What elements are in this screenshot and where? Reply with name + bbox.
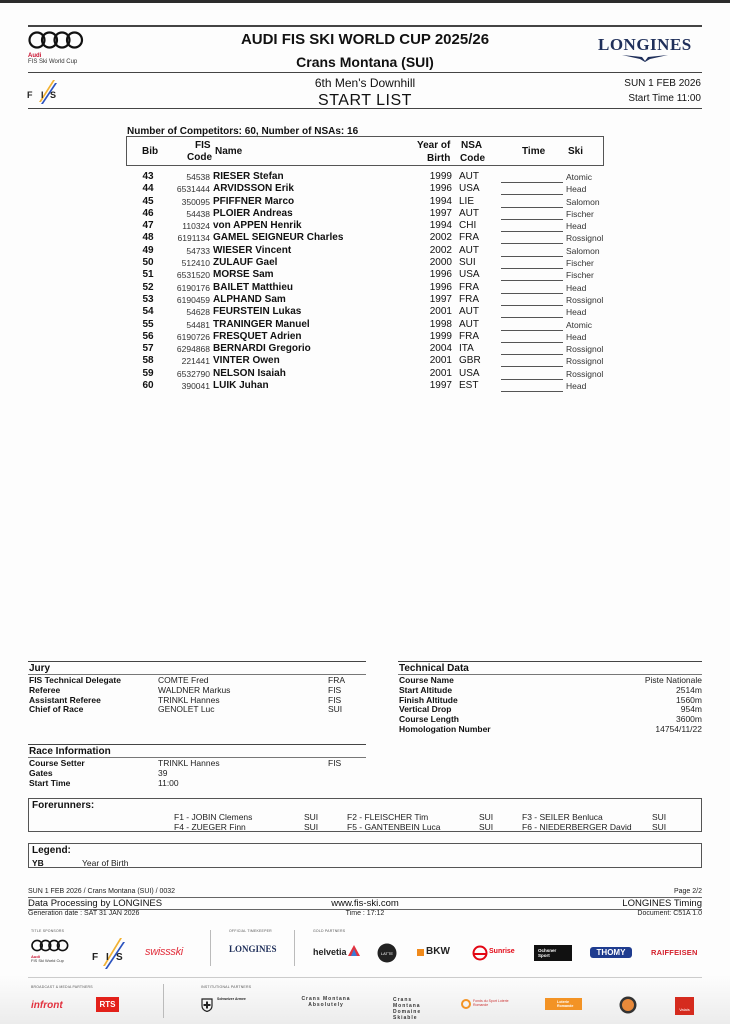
fis-code: 6531444 [176,184,210,195]
jury-name: COMTE Fred [158,675,209,685]
raiffeisen-logo: RAIFFEISEN [651,948,698,957]
year-of-birth: 1999 [429,171,452,182]
technical-value: 14754/11/22 [655,724,702,734]
bib-number: 52 [142,281,154,293]
gold-partners-label: GOLD PARTNERS [313,929,346,933]
table-row [126,232,604,244]
ski-brand: Atomic [566,319,592,330]
table-header [126,136,604,166]
forerunner-name: F4 - ZUEGER Finn [174,821,246,832]
ski-brand: Rossignol [566,356,604,367]
footer-time: Time : 17:12 [345,910,385,917]
competitor-name: ARVIDSSON Erik [213,183,294,195]
legend-box [28,843,702,868]
swiss-army-logo: Schweizer Armee [217,997,246,1001]
svg-text:S: S [50,90,57,100]
technical-label: Homologation Number [399,724,491,734]
audi-brand-line1: Audi [28,53,42,59]
year-of-birth: 2004 [429,343,452,355]
sunrise-logo: Sunrise [489,948,515,955]
bib-number: 45 [142,195,154,207]
col-year-of: Year of [417,140,451,151]
ski-brand: Fischer [566,270,594,281]
table-row [126,245,604,257]
race-info-label: Start Time [29,777,71,788]
competitor-name: GAMEL SEIGNEUR Charles [213,232,344,244]
institutional-partners-label: INSTITUTIONAL PARTNERS [201,985,252,989]
bib-number: 50 [142,257,154,269]
competitor-name: BERNARDI Gregorio [213,343,311,355]
fonds-du-sport-mark-icon [461,999,471,1009]
col-nsa: NSA [461,140,483,151]
swissski-logo-text: swissski [145,946,183,958]
bib-number: 58 [142,355,154,367]
bib-number: 51 [142,269,154,281]
nsa-code: FRA [459,232,479,244]
table-row [126,355,604,367]
fis-code: 221441 [181,356,210,367]
bib-number: 59 [142,367,154,379]
jury-top-rule [28,661,366,662]
svg-text:I: I [41,90,44,100]
table-row [126,343,604,355]
nsa-code: AUT [459,318,479,330]
table-row [126,368,604,380]
race-start-time: Start Time 11:00 [628,93,701,104]
fis-sponsor-logo-icon [92,936,128,970]
fonds-du-sport-logo: Fonds du Sport Loterie Romande [473,999,509,1007]
jury-role: FIS Technical Delegate [29,675,121,685]
footer-generation-date: Generation date : SAT 31 JAN 2026 [28,910,140,917]
bkw-mark-icon [417,949,424,956]
year-of-birth: 2001 [429,367,452,379]
col-code: Code [187,152,212,163]
fis-code: 512410 [181,258,210,269]
svg-text:S: S [116,952,123,963]
jury-role: Chief of Race [29,704,84,715]
technical-label: Vertical Drop [399,704,452,715]
ski-brand: Head [566,331,587,342]
jury-nsa: FIS [328,684,342,695]
nsa-code: AUT [459,244,479,256]
fis-code: 6531520 [176,270,210,281]
competitor-name: MORSE Sam [213,269,274,281]
competitor-count: Number of Competitors: 60, Number of NSAs: 16 [127,126,359,137]
jury-nsa: FRA [328,675,345,685]
table-row [126,171,604,183]
forerunner-nsa: SUI [652,821,667,832]
year-of-birth: 1994 [429,220,452,232]
competitor-name: BAILET Matthieu [213,281,293,293]
race-info-value: 39 [158,767,168,778]
year-of-birth: 1999 [429,330,452,342]
nsa-code: EST [459,380,479,392]
table-row [126,257,604,269]
competitor-name: ZULAUF Gael [213,257,278,269]
technical-title: Technical Data [399,663,469,674]
forerunner-nsa: SUI [479,812,494,822]
fis-code: 6190459 [176,294,210,305]
table-row [126,220,604,232]
header-top-rule [28,25,702,27]
jury-nsa: FIS [328,694,342,705]
fis-code: 54733 [186,245,210,256]
year-of-birth: 2002 [429,244,452,256]
nsa-code: SUI [459,257,476,269]
nsa-code: FRA [459,293,479,305]
ski-brand: Atomic [566,172,592,182]
footer-timing: LONGINES Timing [622,898,702,909]
thomy-logo: THOMY [590,947,632,958]
sunrise-mark-icon [472,945,488,961]
loterie-romande-logo: Loterie Romande [545,998,582,1010]
competitor-name: NELSON Isaiah [213,367,286,379]
nsa-code: CHI [459,220,477,232]
bib-number: 56 [142,330,154,342]
footer-document: Document: C51A 1.0 [637,910,702,917]
table-row [126,282,604,294]
ski-brand: Head [566,282,587,293]
crans-montana-absolutely-logo: Crans Montana Absolutely [301,996,351,1008]
table-row [126,294,604,306]
bib-number: 48 [142,232,154,244]
helvetia-mark-icon [348,945,360,956]
competitor-name: ALPHAND Sam [213,293,286,305]
year-of-birth: 1997 [429,380,452,392]
competitor-name: VINTER Owen [213,355,280,367]
year-of-birth: 2002 [429,232,452,244]
valais-emblem-icon [619,996,637,1014]
bib-number: 53 [142,293,154,305]
audi-sponsor-caption-text: FIS Ski World Cup [31,958,64,963]
competitor-name: WIESER Vincent [213,244,292,256]
jury-role: Assistant Referee [29,694,101,705]
col-time: Time [522,146,546,157]
technical-label: Course Length [399,714,459,725]
ski-brand: Rossignol [566,294,604,305]
rts-logo: RTS [96,997,119,1012]
competitor-name: von APPEN Henrik [213,220,302,232]
document-type-title: START LIST [318,92,412,109]
race-name: 6th Men's Downhill [314,76,416,90]
svg-text:LATTE: LATTE [380,951,394,956]
ski-brand: Rossignol [566,368,604,379]
nsa-code: USA [459,269,480,281]
forerunner-name: F6 - NIEDERBERGER David [522,821,632,832]
technical-value: 2514m [676,684,702,695]
nsa-code: ITA [459,343,474,355]
audi-brand-line2: FIS Ski World Cup [28,59,78,65]
fis-code: 6190176 [176,282,210,293]
bib-number: 49 [142,244,154,256]
nsa-code: GBR [459,355,481,367]
nsa-code: USA [459,367,480,379]
ski-brand: Salomon [566,196,600,207]
fis-code: 350095 [181,196,210,207]
fis-code: 54481 [186,319,210,330]
table-row [126,306,604,318]
forerunner-nsa: SUI [479,821,494,832]
audi-sponsor-caption-brand: Audi [31,954,40,959]
competitor-name: TRANINGER Manuel [213,318,310,330]
fis-code: 54628 [186,307,210,318]
technical-value: 954m [680,704,702,715]
race-info-title: Race Information [29,746,111,757]
table-row [126,380,604,392]
forerunner-nsa: SUI [304,812,319,822]
competitor-name: LUIK Juhan [213,380,269,392]
race-info-top-rule [28,744,366,745]
audi-sponsor-caption [31,955,64,963]
year-of-birth: 1996 [429,183,452,195]
timekeeper-label: OFFICIAL TIMEKEEPER [229,929,272,933]
jury-name: WALDNER Markus [158,684,231,695]
sponsor-separator-3 [163,984,164,1018]
fis-code: 6532790 [176,368,210,379]
legend-meaning: Year of Birth [82,858,129,868]
jury-role: Referee [29,684,61,695]
forerunners-title: Forerunners: [32,800,95,811]
technical-value: 3600m [676,714,702,725]
nsa-code: AUT [459,207,479,219]
year-of-birth: 1996 [429,281,452,293]
infront-logo: infront [31,1000,63,1011]
legend-title: Legend: [32,845,71,856]
competitor-name: FRESQUET Adrien [213,330,302,342]
longines-wings-icon [620,54,670,62]
year-of-birth: 1994 [429,195,452,207]
year-of-birth: 1997 [429,207,452,219]
swiss-army-shield-icon [201,998,213,1012]
technical-label: Start Altitude [399,684,453,695]
nsa-code: FRA [459,330,479,342]
forerunner-name: F3 - SEILER Benluca [522,812,603,822]
fis-code: 110324 [182,221,210,232]
table-row [126,196,604,208]
col-nsa-code: Code [460,153,485,164]
ski-brand: Rossignol [566,344,604,355]
competitor-name: FEURSTEIN Lukas [213,306,302,318]
fis-code: 6294868 [176,344,210,355]
fis-code: 390041 [181,381,210,392]
fis-code: 54438 [186,208,210,219]
ochsner-sport-logo: Ochsner Sport [534,945,572,961]
technical-label: Course Name [399,675,454,685]
nsa-code: LIE [459,195,475,207]
crans-montana-domaine-logo: Crans Montana Domaine Skiable [393,997,422,1021]
bib-number: 46 [142,207,154,219]
col-bib: Bib [142,146,159,157]
broadcast-partners-label: BROADCAST & MEDIA PARTNERS [31,985,93,989]
year-of-birth: 2000 [429,257,452,269]
race-info-value: 11:00 [158,777,179,788]
svg-text:I: I [106,952,109,963]
svg-text:F: F [92,952,99,963]
bib-number: 55 [142,318,154,330]
footer-website[interactable]: www.fis-ski.com [331,898,399,909]
ski-brand: Fischer [566,208,594,219]
col-fis: FIS [195,140,211,151]
year-of-birth: 1997 [429,293,452,305]
forerunner-name: F2 - FLEISCHER Tim [347,812,429,822]
jury-nsa: SUI [328,704,343,715]
fis-code: 6191134 [177,233,210,244]
ski-brand: Head [566,221,587,232]
ski-brand: Fischer [566,258,594,269]
year-of-birth: 2001 [429,306,452,318]
footer-data-processing: Data Processing by LONGINES [28,898,163,909]
competitor-name: PFIFFNER Marco [213,195,295,207]
jury-name: TRINKL Hannes [158,694,220,705]
ski-brand: Rossignol [566,233,604,244]
footer-doc-ref: SUN 1 FEB 2026 / Crans Montana (SUI) / 0032 [28,888,176,895]
technical-label: Finish Altitude [399,694,458,705]
bib-number: 57 [142,343,154,355]
bib-number: 60 [142,380,154,392]
technical-value: 1560m [676,694,702,705]
svg-text:F: F [27,90,33,100]
ski-brand: Head [566,184,587,195]
year-of-birth: 2001 [429,355,452,367]
table-row [126,319,604,331]
title-sponsors-label: TITLE SPONSORS [31,929,65,933]
ski-brand: Head [566,381,587,392]
race-date: SUN 1 FEB 2026 [624,78,701,89]
caffe-latte-logo-icon [377,943,397,963]
forerunner-name: F5 - GANTENBEIN Luca [347,821,441,832]
footer-page: Page 2/2 [673,888,702,895]
col-name: Name [215,146,243,157]
race-info-label: Course Setter [29,758,85,768]
race-info-nsa: FIS [328,758,342,768]
header-middle-rule [28,72,702,73]
ski-brand: Head [566,307,587,318]
venue-title: Crans Montana (SUI) [296,54,434,70]
audi-sponsor-logo-icon [31,939,69,952]
valais-logo: Valais [675,997,694,1015]
helvetia-logo: helvetia [313,947,347,957]
competitor-list [126,171,604,392]
longines-logo: LONGINES [598,35,692,54]
technical-top-rule [398,661,702,662]
nsa-code: AUT [459,171,479,182]
jury-title: Jury [29,663,51,674]
bib-number: 43 [142,171,154,182]
bib-number: 54 [142,306,154,318]
year-of-birth: 1998 [429,318,452,330]
col-birth: Birth [427,153,451,164]
competitor-name: RIESER Stefan [213,171,284,182]
table-row [126,208,604,220]
sponsor-rule [28,977,702,978]
legend-abbr: YB [32,858,44,868]
fis-code: 6190726 [176,331,210,342]
forerunner-nsa: SUI [304,821,319,832]
race-info-value: TRINKL Hannes [158,758,220,768]
jury-name: GENOLET Luc [158,704,215,715]
window-top-bar [0,0,730,3]
sponsor-separator-2 [294,930,295,966]
nsa-code: USA [459,183,480,195]
bib-number: 47 [142,220,154,232]
table-row [126,331,604,343]
forerunner-name: F1 - JOBIN Clemens [174,812,253,822]
race-info-label: Gates [29,767,53,778]
table-row [126,269,604,281]
nsa-code: AUT [459,306,479,318]
year-of-birth: 1996 [429,269,452,281]
table-row [126,183,604,195]
nsa-code: FRA [459,281,479,293]
bkw-logo: BKW [426,946,450,957]
col-ski: Ski [568,146,584,157]
time-blank-line [501,391,563,392]
forerunner-nsa: SUI [652,812,667,822]
ski-brand: Salomon [566,245,600,256]
technical-value: Piste Nationale [644,675,702,685]
bib-number: 44 [142,183,154,195]
sponsor-separator-1 [210,930,211,966]
competitor-name: PLOIER Andreas [213,207,293,219]
fis-code: 54538 [186,172,210,182]
longines-sponsor-logo: LONGINES [229,944,277,954]
event-title: AUDI FIS SKI WORLD CUP 2025/26 [240,31,490,48]
header-bottom-rule [28,108,702,109]
swissski-logo [145,946,183,958]
